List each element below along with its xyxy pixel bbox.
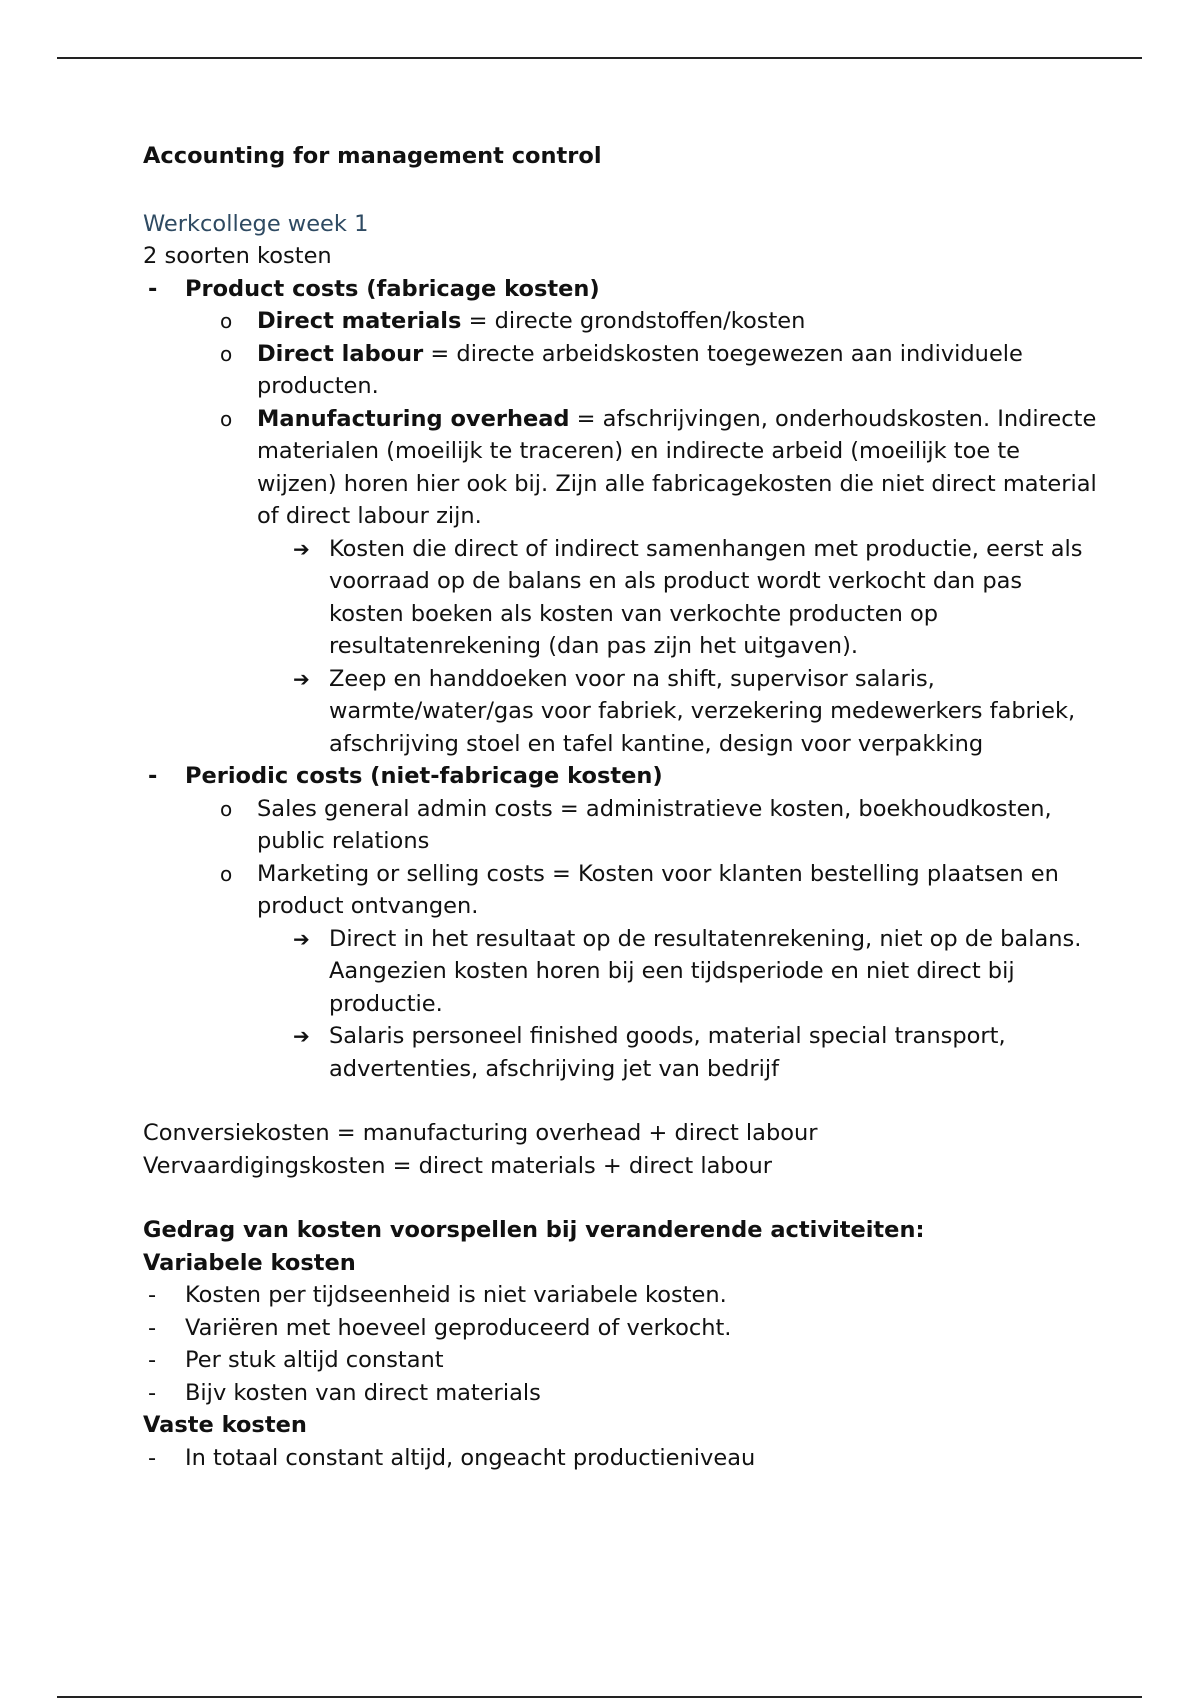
arrow-item [143, 923, 1103, 1021]
item-text: Per stuk altijd constant [185, 1347, 444, 1373]
arrow-icon: ➔ [293, 666, 310, 691]
behavior-heading: Gedrag van kosten voorspellen bij veranderende activiteiten: [143, 1217, 925, 1243]
dash-marker: - [148, 1379, 157, 1406]
list-item-manufacturing-overhead [143, 403, 1103, 533]
term: Direct labour [257, 340, 424, 367]
top-rule [57, 57, 1142, 59]
definition: = afschrijvingen, onderhoudskosten. Indirecte materialen (moeilijk te traceren) en indirecte arbeid (moeilijk toe te wijzen) horen hier ook bij. Zijn alle fabricagekosten die niet direct material of direct labour zijn. [257, 405, 1097, 529]
list-item [143, 1442, 1103, 1475]
list-item [143, 1344, 1103, 1377]
item-text: Sales general admin costs = administratieve kosten, boekhoudkosten, public relations [257, 795, 1052, 854]
dash-marker: - [148, 1282, 157, 1308]
arrow-text: Zeep en handdoeken voor na shift, supervisor salaris, warmte/water/gas voor fabriek, verzekering medewerkers fabriek, afschrijving stoel en tafel kantine, design voor verpakking [329, 665, 1076, 757]
arrow-text: Salaris personeel finished goods, material special transport, advertenties, afschrijving jet van bedrijf [329, 1023, 1006, 1082]
arrow-text: Direct in het resultaat op de resultatenrekening, niet op de balans. Aangezien kosten horen bij een tijdsperiode en niet direct bij productie. [329, 925, 1082, 1017]
periodic-costs-heading: Periodic costs (niet-fabricage kosten) [185, 763, 663, 789]
variable-costs-heading: Variabele kosten [143, 1249, 356, 1276]
item-text: Variëren met hoeveel geproduceerd of verkocht. [185, 1314, 732, 1341]
item-text: In totaal constant altijd, ongeacht productieniveau [185, 1444, 756, 1471]
formula-manufacturing: Vervaardigingskosten = direct materials + direct labour [143, 1152, 772, 1179]
bullet-marker: o [220, 861, 233, 886]
arrow-text: Kosten die direct of indirect samenhangen met productie, eerst als voorraad op de balans en als product wordt verkocht dan pas kosten boeken als kosten van verkochte producten op resultatenrekening (dan pas zijn het uitgaven). [329, 535, 1083, 659]
bottom-rule [57, 1696, 1142, 1698]
arrow-icon: ➔ [293, 926, 310, 951]
dash-marker: - [148, 763, 158, 789]
list-item [143, 858, 1103, 923]
list-item-direct-materials [143, 305, 1103, 338]
fixed-costs-heading: Vaste kosten [143, 1412, 307, 1438]
document-body [143, 140, 1103, 1474]
arrow-icon: ➔ [293, 1024, 310, 1048]
dash-marker: - [148, 1444, 157, 1471]
item-text: Marketing or selling costs = Kosten voor klanten bestelling plaatsen en product ontvangen. [257, 860, 1059, 919]
list-item [143, 1377, 1103, 1410]
definition: = directe arbeidskosten toegewezen aan individuele producten. [257, 340, 1023, 399]
document-title: Accounting for management control [143, 143, 602, 169]
bullet-marker: o [220, 309, 233, 333]
product-costs-heading: Product costs (fabricage kosten) [185, 275, 600, 302]
term: Manufacturing overhead [257, 405, 570, 432]
list-item-direct-labour [143, 338, 1103, 403]
item-text: Kosten per tijdseenheid is niet variabele kosten. [185, 1282, 727, 1308]
item-text: Bijv kosten van direct materials [185, 1379, 541, 1406]
arrow-item [143, 533, 1103, 663]
bullet-marker: o [220, 796, 233, 821]
list-item-periodic-costs [143, 760, 1103, 793]
bullet-marker: o [220, 341, 233, 366]
dash-marker: - [148, 1347, 157, 1373]
arrow-icon: ➔ [293, 536, 310, 561]
dash-marker: - [148, 1314, 157, 1341]
arrow-item [143, 1020, 1103, 1085]
intro-text: 2 soorten kosten [143, 243, 332, 269]
arrow-item [143, 663, 1103, 761]
definition: = directe grondstoffen/kosten [461, 308, 806, 334]
list-item [143, 1279, 1103, 1312]
bullet-marker: o [220, 406, 233, 431]
section-subtitle: Werkcollege week 1 [143, 211, 369, 237]
list-item [143, 793, 1103, 858]
formula-conversion: Conversiekosten = manufacturing overhead + direct labour [143, 1120, 818, 1146]
list-item-product-costs [143, 273, 1103, 306]
term: Direct materials [257, 308, 462, 334]
list-item [143, 1312, 1103, 1345]
dash-marker: - [148, 275, 158, 302]
